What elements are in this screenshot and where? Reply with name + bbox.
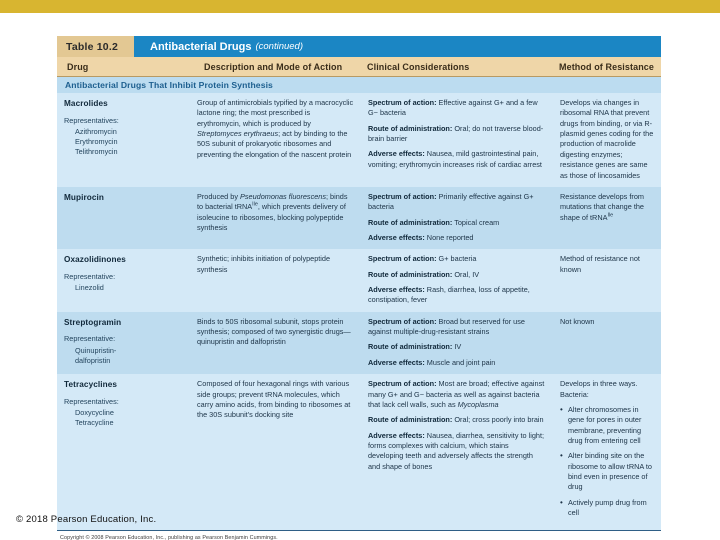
column-header-clinical: Clinical Considerations: [367, 61, 470, 72]
representative-item: Doxycycline: [75, 408, 114, 418]
representatives-label: Representatives:: [64, 115, 119, 125]
resistance-bullet-list: [560, 405, 654, 519]
cell-resistance: [553, 374, 661, 529]
cell-clinical: [361, 374, 553, 478]
cell-drug: [57, 93, 190, 163]
clinical-item-label: Adverse effects:: [368, 149, 425, 159]
drug-name: Macrolides: [64, 99, 108, 108]
resistance-text: Develops via changes in ribosomal RNA that prevent drugs from binding, or via R-plasmid genes coding for the production of macrolide digesting enzymes; resistance genes are same as those of lincosamides: [560, 98, 654, 180]
representative-item: Telithromycin: [75, 146, 118, 156]
drug-name: Streptogramin: [64, 317, 122, 327]
cell-description: [190, 312, 361, 354]
clinical-item-label: Spectrum of action:: [368, 379, 437, 389]
resistance-text: Method of resistance not known: [560, 254, 640, 274]
cell-description: [190, 249, 361, 281]
clinical-item-label: Adverse effects:: [368, 430, 425, 440]
resistance-text: Resistance develops from mutations that change the shape of tRNA$^{Ile}$: [560, 191, 644, 222]
clinical-item: Adverse effects: Muscle and joint pain: [368, 357, 496, 367]
table-number-tag: Table 10.2: [57, 36, 134, 57]
representatives-label: Representative:: [64, 334, 116, 344]
representative-item: Quinupristin-: [75, 345, 117, 355]
representative-item: Linezolid: [75, 283, 104, 293]
table-row: [57, 93, 661, 187]
drug-name: Tetracyclines: [64, 380, 118, 390]
representative-item: Erythromycin: [75, 136, 118, 146]
cell-description: [190, 374, 361, 426]
clinical-item: Spectrum of action: Primarily effective against G+ bacteria: [368, 191, 534, 212]
clinical-item-label: Adverse effects:: [368, 357, 425, 367]
clinical-item-label: Route of administration:: [368, 217, 453, 227]
table-row: [57, 187, 661, 249]
table-title: [134, 36, 661, 57]
table-row: [57, 249, 661, 311]
clinical-item-label: Spectrum of action:: [368, 98, 437, 107]
cell-clinical: [361, 249, 553, 311]
resistance-bullet: • Alter binding site on the ribosome to allow tRNA to bind even in presence of drug: [560, 451, 654, 492]
description-text: Group of antimicrobials typified by a macrocyclic lactone ring; the most prescribed is erythromycin, which is produced by Streptomyces erythraeus; act by binding to the 50S subunit of prokaryotic ribosomes and preventing the elongation of the nascent protein: [197, 98, 354, 159]
clinical-item: Route of administration: Oral; do not traverse blood-brain barrier: [368, 123, 544, 144]
clinical-item: Spectrum of action: Most are broad; effective against many G+ and G− bacteria as well as against bacteria that lack cell walls, such as Mycoplasma: [368, 379, 545, 409]
clinical-item-label: Spectrum of action:: [368, 316, 437, 326]
drug-name: Oxazolidinones: [64, 255, 126, 265]
table-title-continued: (continued): [255, 41, 303, 52]
cell-clinical: [361, 93, 553, 176]
clinical-item-label: Adverse effects:: [368, 285, 425, 295]
clinical-item: Adverse effects: Rash, diarrhea, loss of appetite, constipation, fever: [368, 285, 530, 305]
clinical-item: Route of administration: Topical cream: [368, 217, 500, 227]
clinical-item: Adverse effects: Nausea, mild gastrointestinal pain, vomiting; erythromycin increases risk of cardiac arrest: [368, 149, 542, 169]
clinical-item: Adverse effects: Nausea, diarrhea, sensitivity to light; forms complexes with calcium, which stains developing teeth and adversely affects the strength and shape of bones: [368, 430, 545, 471]
description-text: Binds to 50S ribosomal subunit, stops protein synthesis; composed of two synergistic drugs—quinupristin and dalfopristin: [197, 316, 351, 347]
cell-clinical: [361, 312, 553, 374]
description-text: Produced by Pseudomonas fluorescens; binds to bacterial tRNA$^{Ile}$, which prevents delivery of isoleucine to ribosomes, blocking polypeptide synthesis: [197, 191, 348, 232]
resistance-text: Develops in three ways. Bacteria:: [560, 379, 638, 399]
top-gold-band: [0, 0, 720, 13]
clinical-item: Route of administration: Oral; cross poorly into brain: [368, 415, 544, 425]
cell-resistance: [553, 187, 661, 229]
representative-item: Tetracycline: [75, 418, 114, 428]
cell-description: [190, 93, 361, 166]
representatives-label: Representatives:: [64, 396, 119, 406]
cell-drug: [57, 249, 190, 299]
column-header-description: Description and Mode of Action: [204, 61, 343, 72]
cell-resistance: [553, 249, 661, 281]
slide-copyright: © 2018 Pearson Education, Inc.: [16, 514, 157, 525]
clinical-item-label: Route of administration:: [368, 123, 453, 133]
cell-resistance: [553, 93, 661, 187]
table-body: [57, 93, 661, 530]
clinical-item-label: Spectrum of action:: [368, 191, 437, 201]
drug-name: Mupirocin: [64, 192, 105, 202]
table-title-main: Antibacterial Drugs: [150, 40, 252, 53]
representative-item: dalfopristin: [75, 355, 111, 365]
table-copyright: Copyright © 2008 Pearson Education, Inc., publishing as Pearson Benjamin Cummings.: [60, 534, 278, 540]
table-row: [57, 312, 661, 374]
cell-clinical: [361, 187, 553, 249]
clinical-item-label: Route of administration:: [368, 269, 453, 279]
cell-drug: [57, 312, 190, 372]
description-text: Composed of four hexagonal rings with various side groups; prevent tRNA molecules, which carry amino acids, from binding to ribosomes at the 30S subunit's docking site: [197, 379, 351, 420]
clinical-item: Spectrum of action: Broad but reserved for use against multiple-drug-resistant strains: [368, 316, 525, 337]
table-row: [57, 374, 661, 529]
clinical-item: Spectrum of action: Effective against G+ and a few G− bacteria: [368, 98, 538, 118]
clinical-item: Adverse effects: None reported: [368, 232, 474, 242]
clinical-item-label: Spectrum of action:: [368, 254, 437, 264]
clinical-item: Route of administration: Oral, IV: [368, 269, 480, 279]
resistance-bullet: • Alter chromosomes in gene for pores in outer membrane, preventing drug from entering cell: [560, 405, 654, 446]
resistance-bullet: • Actively pump drug from cell: [560, 498, 654, 519]
cell-description: [190, 187, 361, 239]
table-10-2: [57, 36, 661, 540]
column-header-row: [57, 57, 661, 77]
column-header-resistance: Method of Resistance: [559, 61, 655, 72]
clinical-item: Spectrum of action: G+ bacteria: [368, 254, 477, 264]
clinical-item-label: Route of administration:: [368, 415, 453, 425]
table-title-bar: [57, 36, 661, 57]
cell-resistance: [553, 312, 661, 333]
description-text: Synthetic; inhibits initiation of polypeptide synthesis: [197, 254, 331, 274]
cell-drug: [57, 374, 190, 434]
resistance-text: Not known: [560, 316, 595, 326]
representatives-label: Representative:: [64, 271, 116, 281]
representative-item: Azithromycin: [75, 127, 117, 136]
cell-drug: [57, 187, 190, 216]
clinical-item-label: Route of administration:: [368, 342, 453, 352]
clinical-item-label: Adverse effects:: [368, 232, 425, 242]
column-header-drug: Drug: [67, 61, 89, 72]
clinical-item: Route of administration: IV: [368, 342, 462, 352]
section-heading: Antibacterial Drugs That Inhibit Protein Synthesis: [57, 77, 661, 93]
